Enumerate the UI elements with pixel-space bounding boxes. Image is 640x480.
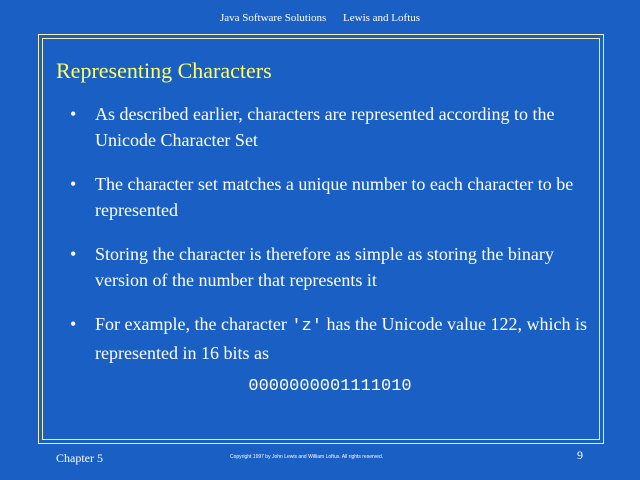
bullet-icon: • <box>70 314 77 334</box>
footer-chapter: Chapter 5 <box>56 451 103 465</box>
binary-value: 0000000001111010 <box>248 377 412 396</box>
page-number: 9 <box>577 448 583 462</box>
bullet-text: The character set matches a unique number to each character to be represented <box>95 174 574 220</box>
authors: Lewis and Loftus <box>343 12 421 24</box>
bullet-item <box>70 311 590 366</box>
bullet-item <box>70 101 590 153</box>
bullet-icon: • <box>70 174 77 194</box>
bullet-item <box>70 241 590 293</box>
bullet-icon: • <box>70 104 77 124</box>
code-char-literal: 'z' <box>291 317 323 336</box>
bullet-icon: • <box>70 244 77 264</box>
bullet-list <box>70 101 590 384</box>
slide-header <box>0 12 640 24</box>
slide-title: Representing Characters <box>56 58 272 83</box>
footer-copyright: Copyright 1997 by John Lewis and William Loftus. All rights reserved. <box>230 454 384 460</box>
bullet-text-before: For example, the character <box>95 314 292 334</box>
bullet-text-after: has the Unicode value 122, which is represented in 16 bits as <box>95 314 587 363</box>
bullet-text: Storing the character is therefore as simple as storing the binary version of the number that represents it <box>95 244 554 290</box>
bullet-text: As described earlier, characters are represented according to the Unicode Character Set <box>95 104 555 150</box>
bullet-item <box>70 171 590 223</box>
book-title: Java Software Solutions <box>219 12 327 24</box>
